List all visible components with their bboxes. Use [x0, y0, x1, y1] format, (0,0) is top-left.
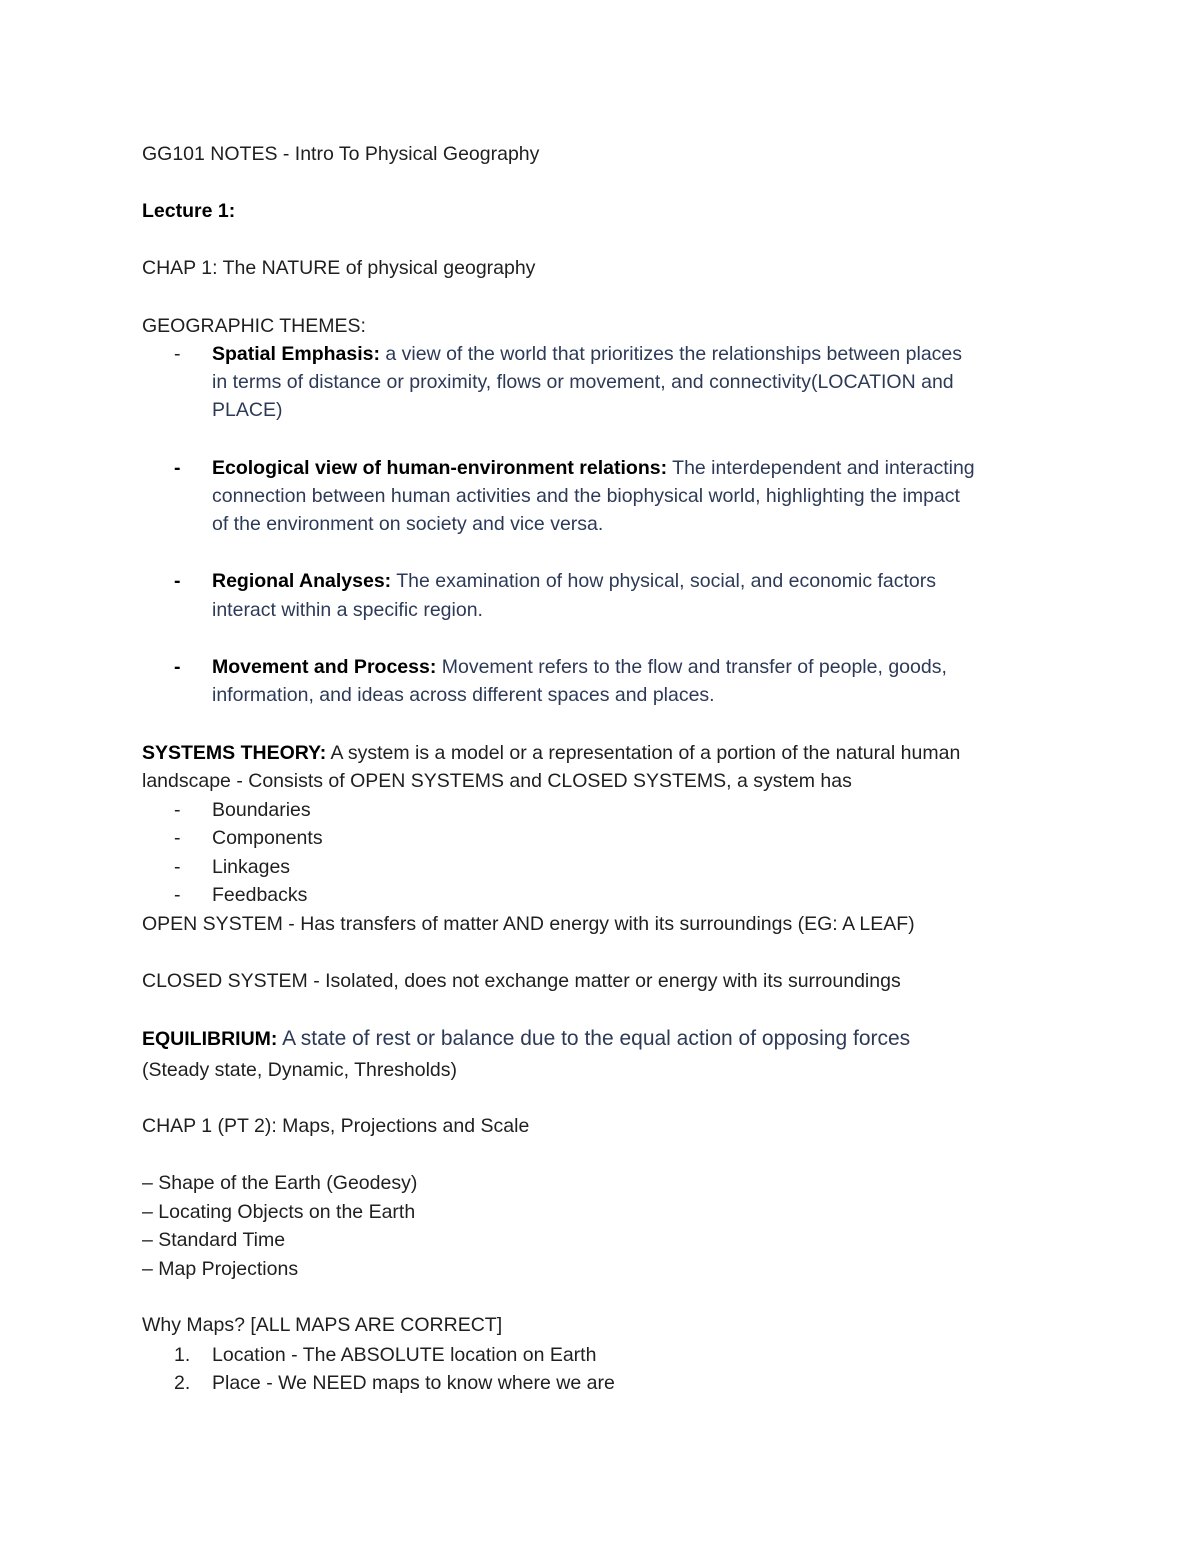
theme-term: Regional Analyses: — [212, 570, 392, 592]
theme-term: Spatial Emphasis: — [212, 343, 380, 365]
themes-heading: GEOGRAPHIC THEMES: — [142, 315, 366, 337]
equilibrium-term: EQUILIBRIUM: — [142, 1028, 278, 1050]
bullet-marker: - — [174, 343, 181, 365]
closed-system: CLOSED SYSTEM - Isolated, does not exchange matter or energy with its surroundings — [142, 970, 901, 992]
theme-term: Ecological view of human-environment relations: — [212, 457, 668, 479]
theme-text: in terms of distance or proximity, flows or movement, and connectivity(LOCATION and — [212, 371, 954, 393]
theme-item: - Ecological view of human-environment relations: The interdependent and interacting — [174, 454, 975, 482]
list-item: - Boundaries — [174, 799, 311, 821]
systems-text: landscape - Consists of OPEN SYSTEMS and CLOSED SYSTEMS, a system has — [142, 770, 852, 792]
theme-text: connection between human activities and the biophysical world, highlighting the impact — [212, 485, 960, 507]
chapter-heading: CHAP 1: The NATURE of physical geography — [142, 257, 536, 279]
topic-item: – Shape of the Earth (Geodesy) — [142, 1172, 418, 1194]
bullet-marker: - — [174, 457, 181, 479]
document-title: GG101 NOTES - Intro To Physical Geography — [142, 143, 540, 165]
theme-text: interact within a specific region. — [212, 599, 483, 621]
systems-term: SYSTEMS THEORY: — [142, 742, 327, 764]
bullet-marker: - — [174, 656, 181, 678]
topic-item: – Map Projections — [142, 1258, 299, 1280]
why-maps: Why Maps? [ALL MAPS ARE CORRECT] — [142, 1314, 503, 1336]
theme-item: - Regional Analyses: The examination of how physical, social, and economic factors — [174, 567, 936, 595]
bullet-marker: - — [174, 570, 181, 592]
topic-item: – Locating Objects on the Earth — [142, 1201, 416, 1223]
theme-item: - Spatial Emphasis: a view of the world that prioritizes the relationships between places — [174, 340, 962, 368]
lecture-heading: Lecture 1: — [142, 200, 236, 222]
theme-text: PLACE) — [212, 399, 283, 421]
theme-term: Movement and Process: — [212, 656, 437, 678]
list-item: - Components — [174, 827, 323, 849]
open-system: OPEN SYSTEM - Has transfers of matter AND energy with its surroundings (EG: A LEAF) — [142, 913, 915, 935]
theme-text: of the environment on society and vice versa. — [212, 513, 604, 535]
list-item: - Feedbacks — [174, 884, 308, 906]
equilibrium: EQUILIBRIUM: A state of rest or balance due to the equal action of opposing forces — [142, 1027, 911, 1050]
theme-text: information, and ideas across different spaces and places. — [212, 684, 715, 706]
topic-item: – Standard Time — [142, 1229, 286, 1251]
numbered-item: 1. Location - The ABSOLUTE location on Earth — [174, 1344, 597, 1366]
theme-item: - Movement and Process: Movement refers to the flow and transfer of people, goods, — [174, 653, 947, 681]
list-item: - Linkages — [174, 856, 291, 878]
systems-theory: SYSTEMS THEORY: A system is a model or a representation of a portion of the natural human — [142, 742, 961, 764]
equilibrium-types: (Steady state, Dynamic, Thresholds) — [142, 1059, 458, 1081]
numbered-item: 2. Place - We NEED maps to know where we are — [174, 1372, 615, 1394]
chapter-heading-pt2: CHAP 1 (PT 2): Maps, Projections and Scale — [142, 1115, 530, 1137]
